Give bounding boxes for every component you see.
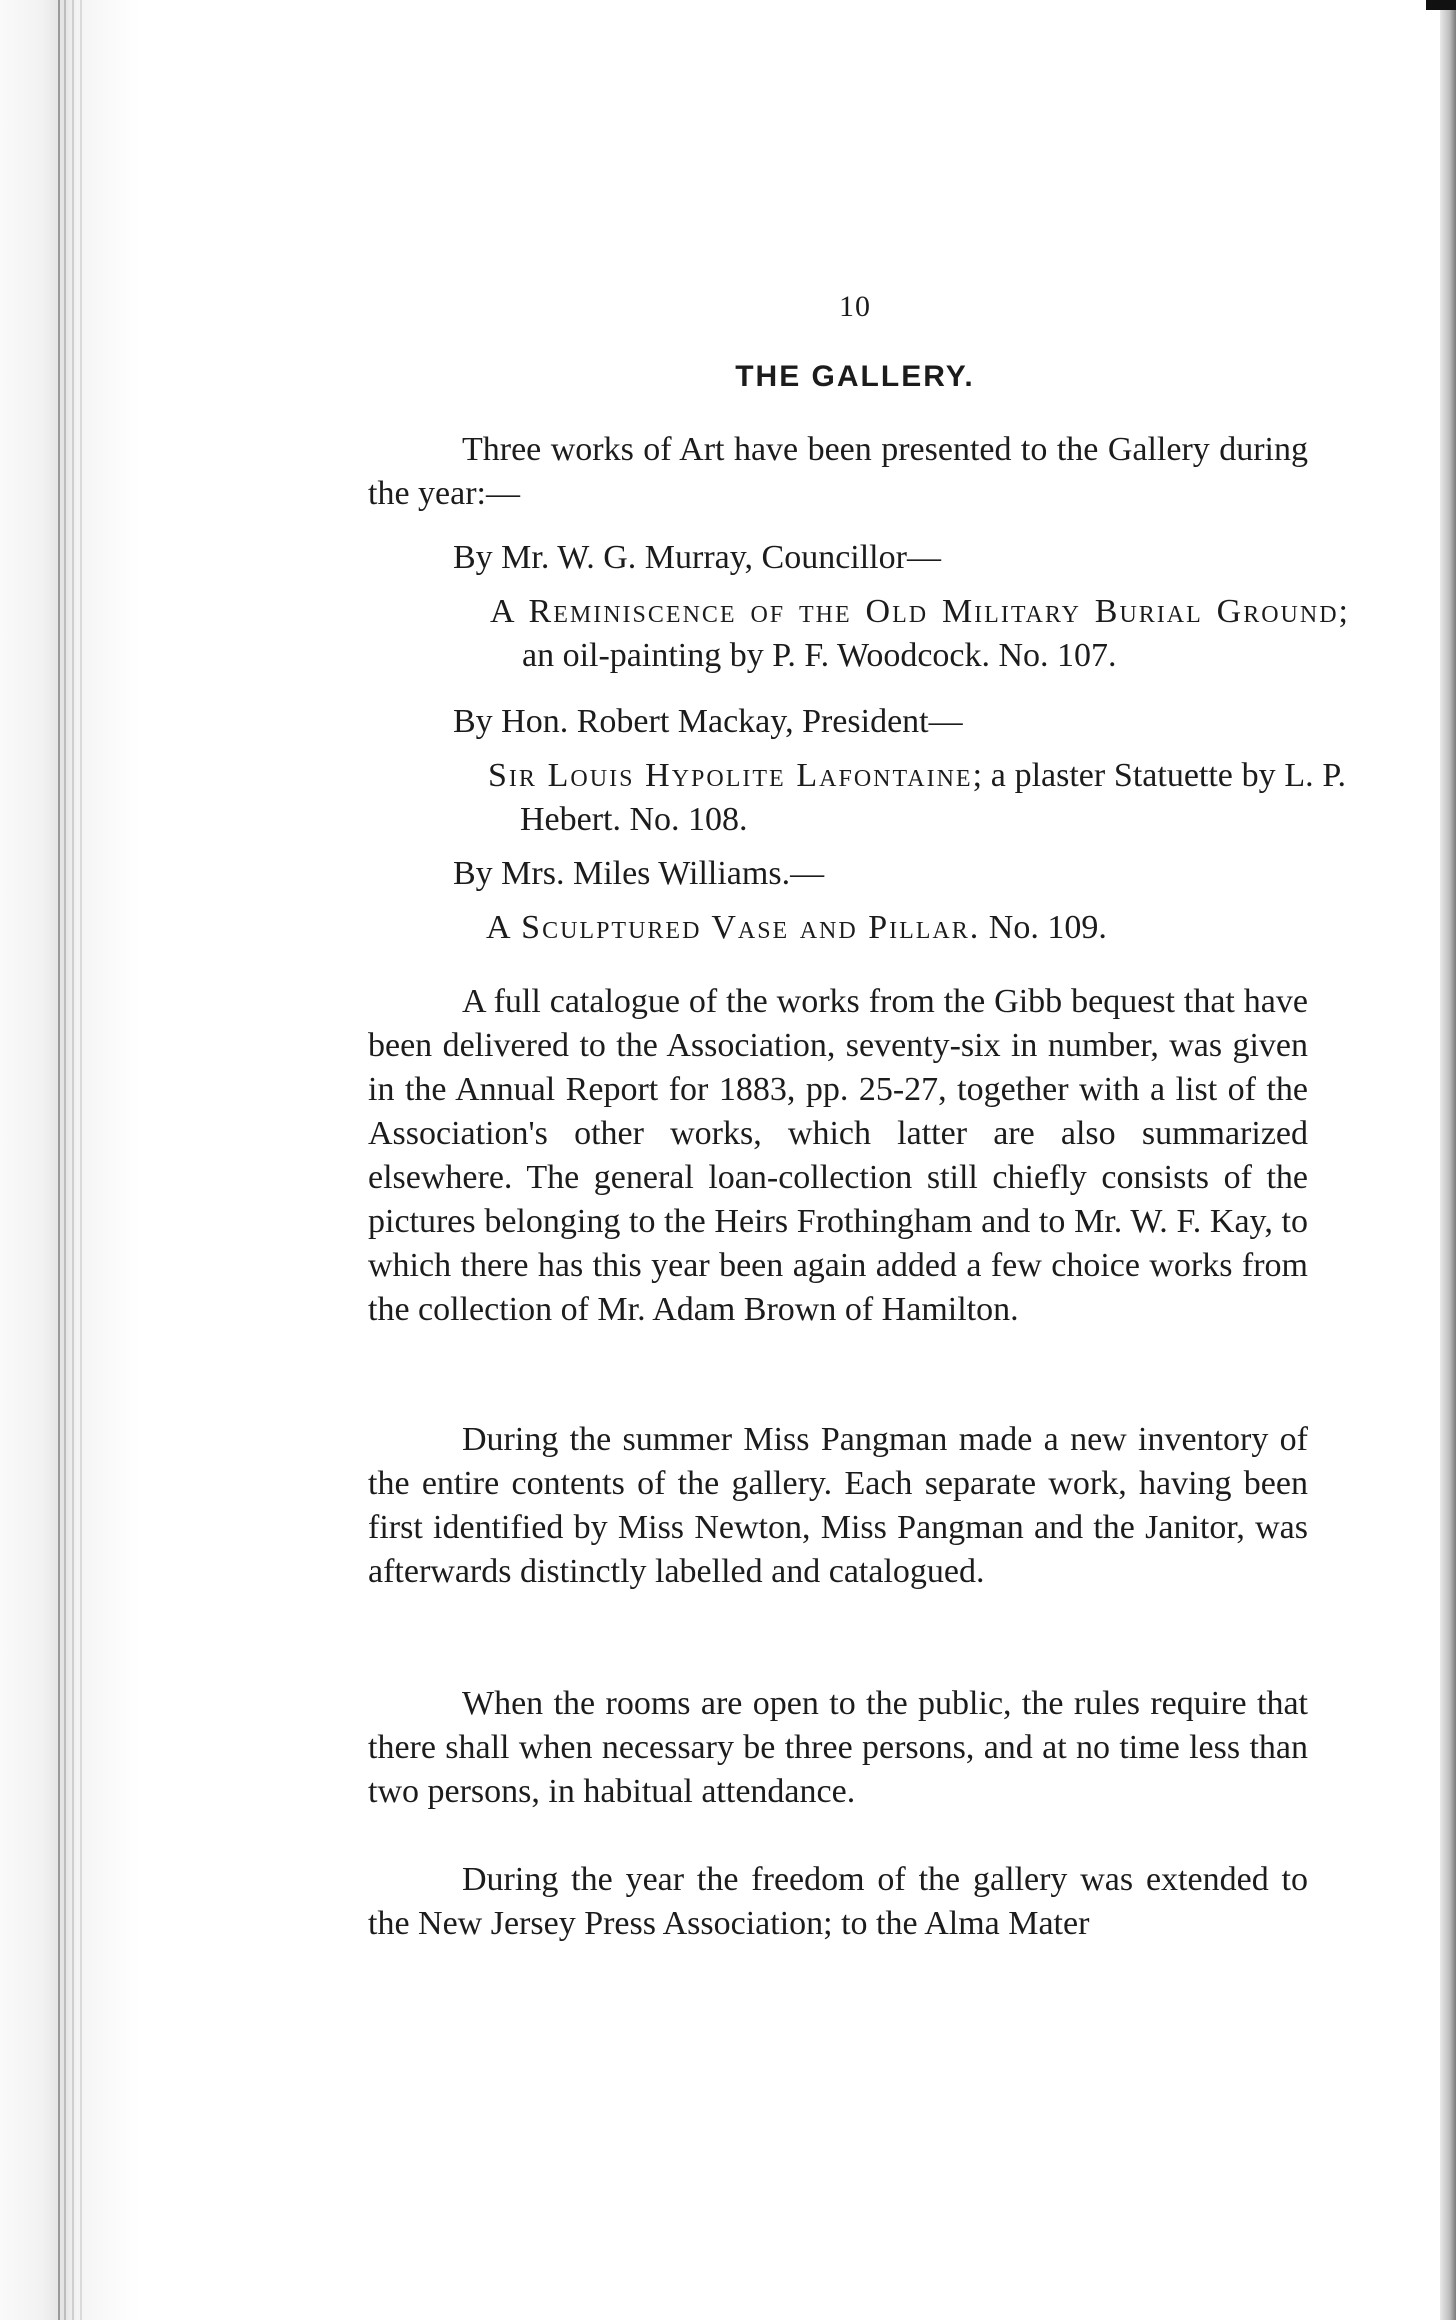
scan-corner-mark [1426, 0, 1456, 10]
body-paragraph: A full catalogue of the works from the Gibb bequest that have been delivered to the Association, seventy-six in number, was given in the Annual Report for 1883, pp. 25-27, together with a list of the Association's other works, which latter are also summarized elsewhere. The general loan-collection still chiefly consists of the pictures belonging to the Heirs Frothingham and to Mr. W. F. Kay, to which there has this year been again added a few choice works from the collection of Mr. Adam Brown of Hamilton. [368, 983, 1308, 1328]
gift-description: No. 109. [980, 909, 1107, 946]
binding-line [72, 0, 74, 2320]
binding-line [80, 0, 82, 2320]
body-paragraph: When the rooms are open to the public, the rules require that there shall when necessary be three persons, and at no time less than two persons, in habitual attendance. [368, 1685, 1308, 1810]
gift-title: Sir Louis Hypolite Lafontaine [488, 757, 973, 794]
book-binding-edge [0, 0, 140, 2320]
gift-description: ; an oil-painting by P. F. Woodcock. No. 107. [522, 593, 1348, 674]
binding-line [64, 0, 66, 2320]
gift-title: A Sculptured Vase and Pillar. [486, 909, 981, 946]
gift-description: ; a plaster Statuette by L. P. Hebert. No. 108. [520, 757, 1346, 838]
gift-title: A Reminiscence of the Old Military Burial Ground [490, 593, 1339, 630]
gift-item [490, 590, 1348, 678]
body-paragraph: During the summer Miss Pangman made a new inventory of the entire contents of the gallery. Each separate work, having been first identified by Miss Newton, Miss Pangman and the Janitor, was afterwards distinctly labelled and catalogued. [368, 1421, 1308, 1590]
page-right-edge [1440, 0, 1456, 2320]
body-paragraph: During the year the freedom of the gallery was extended to the New Jersey Press Association; to the Alma Mater [368, 1861, 1308, 1942]
donor-line: By Hon. Robert Mackay, President— [453, 703, 963, 740]
gift-item [486, 906, 1312, 950]
donor-line: By Mr. W. G. Murray, Councillor— [453, 539, 941, 576]
gift-item [488, 754, 1346, 842]
section-heading: THE GALLERY. [735, 360, 975, 393]
page-number: 10 [839, 290, 871, 323]
donor-line: By Mrs. Miles Williams.— [453, 855, 825, 892]
intro-paragraph: Three works of Art have been presented to the Gallery during the year:— [368, 431, 1308, 512]
binding-line [58, 0, 60, 2320]
